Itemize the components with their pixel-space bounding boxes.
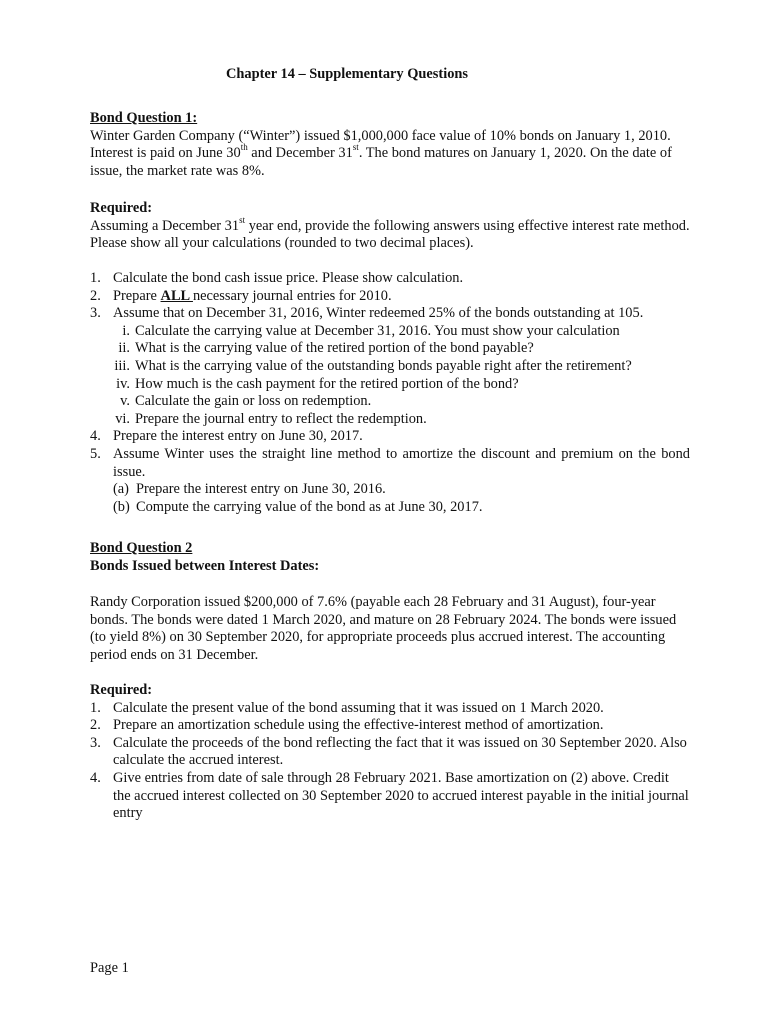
sub-item-number: iv. [116, 375, 130, 392]
sub-list-item [90, 358, 690, 376]
sub-item-text: Prepare the interest entry on June 30, 2016. [136, 481, 386, 498]
sub-item-text: What is the carrying value of the outstanding bonds payable right after the retirement? [135, 357, 632, 374]
page-title: Chapter 14 – Supplementary Questions [226, 66, 468, 82]
item-text: Calculate the proceeds of the bond reflecting the fact that it was issued on 30 September 2020. Also calculate the accrued interest. [113, 734, 687, 769]
sub-list-item [90, 499, 690, 517]
sub-item-text: What is the carrying value of the retired portion of the bond payable? [135, 340, 534, 357]
list-item [90, 428, 690, 446]
question-2-intro [90, 594, 690, 664]
sub-item-text: Calculate the carrying value at December 31, 2016. You must show your calculation [135, 322, 620, 339]
sub-list-item [90, 411, 690, 429]
sub-item-text: Calculate the gain or loss on redemption. [135, 393, 372, 410]
sub-item-text: Compute the carrying value of the bond as at June 30, 2017. [136, 498, 483, 515]
question-1-heading: Bond Question 1: [90, 110, 198, 126]
sub-item-text: How much is the cash payment for the retired portion of the bond? [135, 375, 519, 392]
superscript-st: st [352, 142, 359, 153]
sub-item-number: v. [120, 393, 130, 410]
intro-text-a: Winter Garden Company (“Winter”) issued $1,000,000 face value of 10% bonds on January 1, 2010. Interest is paid on June 30 [90, 127, 671, 162]
intro-text-b: and December 31 [247, 145, 353, 162]
intro-text-c: . The bond matures on January 1, 2020. On the date of issue, the market rate was 8%. [90, 145, 672, 179]
item-number: 2. [90, 717, 101, 734]
question-1-intro [90, 128, 690, 181]
sub-list-item [90, 481, 690, 499]
sub-item-text: Prepare the journal entry to reflect the redemption. [135, 410, 427, 427]
item-text-emphasis: ALL [160, 287, 193, 304]
sub-list-item [90, 376, 690, 394]
item-number: 1. [90, 699, 101, 716]
question-1-list [90, 270, 690, 516]
item-number: 2. [90, 287, 101, 304]
page-footer: Page 1 [90, 960, 129, 976]
item-number: 3. [90, 305, 101, 322]
item-number: 3. [90, 734, 101, 751]
list-item [90, 270, 690, 288]
list-item [90, 700, 690, 718]
sub-item-number: iii. [114, 357, 130, 374]
list-item [90, 717, 690, 735]
sub-list-item [90, 323, 690, 341]
item-text-post: necessary journal entries for 2010. [192, 287, 392, 304]
sub-list-item [90, 393, 690, 411]
question-2-section [90, 540, 690, 575]
sub-item-number: vi. [115, 410, 130, 427]
item-text: Assume that on December 31, 2016, Winter redeemed 25% of the bonds outstanding at 105. [113, 305, 644, 322]
superscript-st: st [239, 214, 246, 225]
item-text: Calculate the bond cash issue price. Please show calculation. [113, 270, 464, 286]
item-text: Calculate the present value of the bond assuming that it was issued on 1 March 2020. [113, 699, 604, 716]
list-item [90, 735, 690, 770]
question-2-heading: Bond Question 2 [90, 540, 193, 556]
item-number: 4. [90, 769, 101, 786]
question-2-intro-text: Randy Corporation issued $200,000 of 7.6% (payable each 28 February and 31 August), four-year bonds. The bonds were dated 1 March 2020, and mature on 28 February 2024. The bonds were issued (to yield 8%) on 30 September 2020, for appropriate proceeds plus accrued interest. The accounting period ends on 31 December. [90, 594, 677, 663]
superscript-th: th [240, 142, 248, 153]
required-text-a: Assuming a December 31 [90, 217, 240, 234]
item-number: 5. [90, 445, 101, 462]
item-text: Assume Winter uses the straight line method to amortize the discount and premium on the bond issue. [113, 445, 690, 480]
list-item [90, 446, 690, 516]
sub-item-number: i. [122, 322, 130, 339]
question-2-subheading: Bonds Issued between Interest Dates: [90, 557, 320, 574]
item-number: 4. [90, 428, 101, 445]
item-text: Prepare the interest entry on June 30, 2017. [113, 428, 363, 445]
list-item [90, 770, 690, 823]
sub-item-number: (a) [113, 481, 129, 498]
sub-item-number: (b) [113, 498, 130, 515]
item-text: Give entries from date of sale through 28 February 2021. Base amortization on (2) above. Credit the accrued interest collected on 30 September 2020 to accrued interest payable in the initial journal entry [113, 769, 689, 822]
required-text-b: year end, provide the following answers using effective interest rate method. Please show all your calculations (rounded to two decimal places). [90, 217, 690, 252]
item-text: Prepare an amortization schedule using the effective-interest method of amortization. [113, 717, 604, 734]
list-item [90, 288, 690, 306]
sub-list-item [90, 340, 690, 358]
required-label: Required: [90, 682, 153, 698]
item-number: 1. [90, 270, 101, 286]
question-1-section [90, 110, 690, 180]
question-1-required [90, 200, 690, 253]
question-2-required [90, 682, 690, 823]
sub-item-number: ii. [118, 340, 130, 357]
required-text [90, 214, 690, 253]
list-item [90, 305, 690, 428]
required-label: Required: [90, 200, 153, 216]
item-text-pre: Prepare [113, 287, 161, 304]
